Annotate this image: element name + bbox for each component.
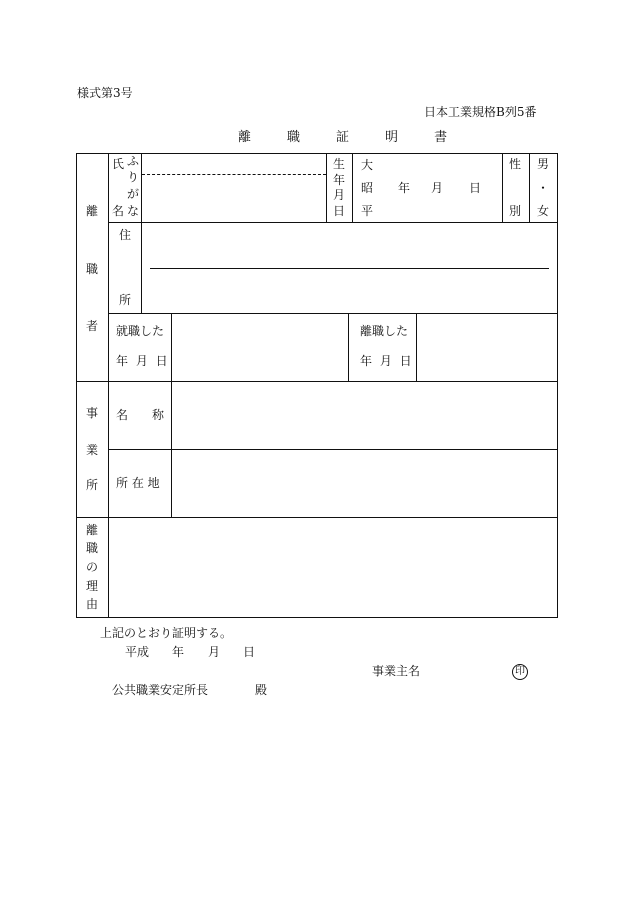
address-field[interactable] [150,268,549,269]
office-location-field[interactable] [172,450,557,517]
leave-date-label: 離職した [360,324,409,338]
name-label-top: 氏 [112,157,125,171]
reason-section-char: 理 [85,579,98,593]
reason-section-char: 離 [85,523,98,537]
honorific: 殿 [255,683,268,697]
sex-option-separator: ・ [536,181,549,195]
sex-label-bottom: 別 [509,204,522,218]
office-name-field[interactable] [172,382,557,449]
office-location-label: 所 在 地 [116,476,160,490]
address-label-top: 住 [119,228,132,242]
reason-field[interactable] [109,518,557,617]
standard-label: 日本工業規格B列5番 [424,105,537,119]
title-char: 明 [385,130,399,145]
document-title [238,131,447,144]
sex-option-male[interactable]: 男 [536,157,549,171]
birth-label-char: 月 [332,188,345,202]
leave-date-field[interactable] [417,314,557,381]
furigana-label-char: り [126,170,139,184]
certify-text: 上記のとおり証明する。 [100,626,233,640]
furigana-field[interactable] [142,174,326,175]
hire-date-label: 就職した [116,324,165,338]
sex-label-top: 性 [509,157,522,171]
address-label-bottom: 所 [119,293,132,307]
era-option[interactable]: 大 [361,158,374,172]
office-name-label: 名 称 [116,408,165,422]
birth-label-char: 生 [332,157,345,171]
office-section-char: 所 [85,478,98,492]
sex-option-female[interactable]: 女 [536,204,549,218]
name-field[interactable] [142,176,326,222]
birth-label-char: 日 [332,204,345,218]
birth-day-label: 日 [469,181,482,195]
addressee: 公共職業安定所長 [112,683,209,697]
reason-section-char: の [85,560,98,574]
birth-year-label: 年 [398,181,411,195]
reason-section-char: 職 [85,541,98,555]
resignee-section-char: 離 [85,204,98,218]
reason-section-char: 由 [85,597,98,611]
office-section-char: 業 [85,443,98,457]
form-number: 様式第3号 [77,86,133,100]
hire-date-field[interactable] [172,314,348,381]
date-month-label: 月 [208,645,221,659]
furigana-label-char: な [126,204,139,218]
title-char: 書 [434,130,448,145]
birth-month-label: 月 [431,181,444,195]
furigana-label-char: が [126,187,139,201]
resignee-section-char: 者 [85,319,98,333]
hire-date-ymd-label: 年 月 日 [116,354,168,368]
furigana-label-char: ふ [126,154,139,168]
resignee-section-char: 職 [85,262,98,276]
employer-label: 事業主名 [372,664,421,678]
birth-label-char: 年 [332,173,345,187]
date-day-label: 日 [243,645,256,659]
date-era: 平成 [125,645,150,659]
leave-date-ymd-label: 年 月 日 [360,354,412,368]
title-char: 離 [238,130,252,145]
date-year-label: 年 [172,645,185,659]
era-option[interactable]: 昭 [361,181,374,195]
era-option[interactable]: 平 [361,204,374,218]
office-section-char: 事 [85,406,98,420]
seal-mark: 印 [512,664,528,680]
title-char: 証 [336,130,350,145]
title-char: 職 [287,130,301,145]
name-label-bottom: 名 [112,204,125,218]
